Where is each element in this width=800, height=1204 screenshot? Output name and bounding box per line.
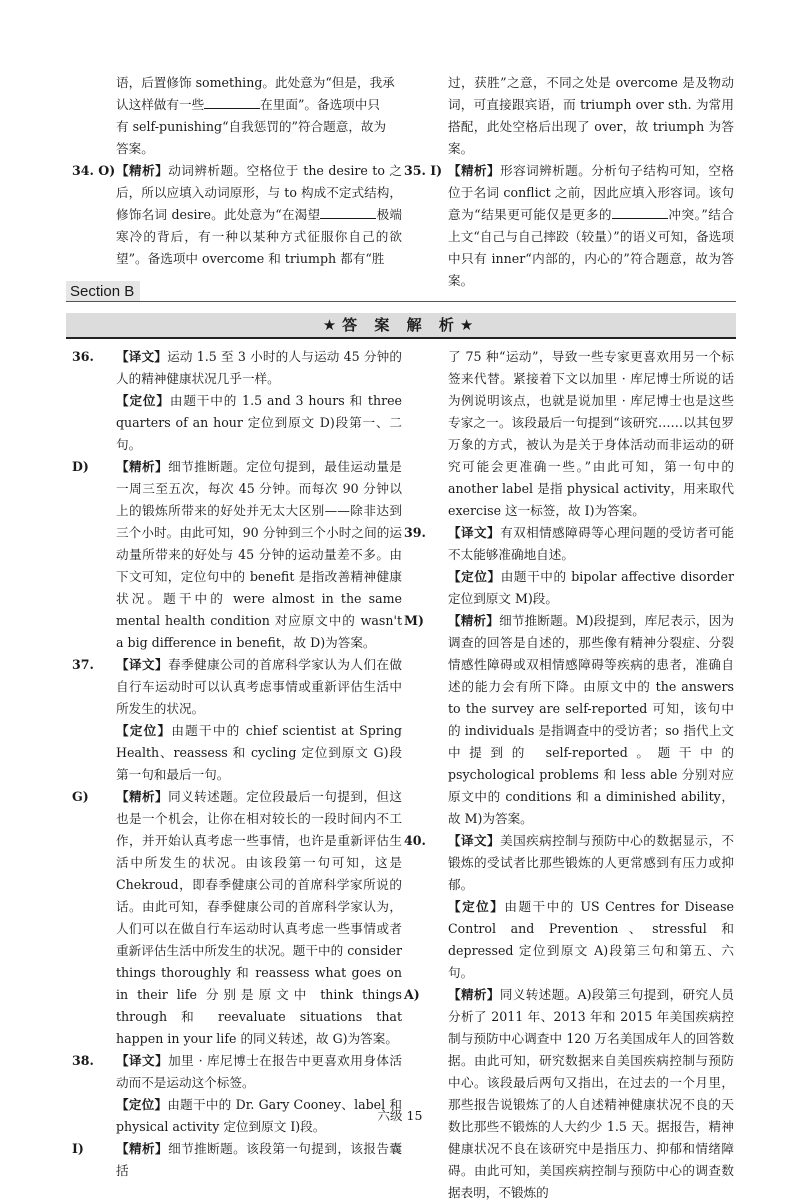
tag-label: 【精析】	[116, 163, 169, 178]
analysis-entry	[404, 346, 734, 522]
item-text: 同义转述题。定位段最后一句提到，但这也是一个机会，让你在相对较长的一段时间内不工作，并开始认真考虑一些事情，也许是重新评估生活中所发生的状况。由该段第一句可知，这是 Chekroud，即春季健康公司的首席科学家所说的话。由此可知，春季健康公司的首席科学家认为，人们可以在做自行车运动时认真考虑一些事情或者重新评估生活中所发生的状况。题干中的 consider things thoroughly 和 reassess what goes on in their life 分别是原文中 think things through 和 reevaluate situations that happen in your life 的同义转述，故 G)为答案。	[116, 789, 403, 1046]
item-text: 动词辨析题。空格位于 the desire to 之后，所以应填入动词原形，与 to 构成不定式结构，修饰名词 desire。此处意为“在渴望	[116, 163, 403, 222]
analysis-entry	[72, 346, 402, 390]
item-number	[72, 720, 116, 786]
item-text: 美国疾病控制与预防中心的数据显示，不锻炼的受试者比那些锻炼的人更常感到有压力或抑郁。	[448, 833, 735, 892]
item-number: 39.	[404, 525, 426, 540]
analysis-entry	[404, 610, 734, 830]
tag-label: 【定位】	[448, 899, 505, 914]
analysis-entry	[72, 1050, 402, 1094]
answer-item-34	[72, 160, 402, 270]
tag-label: 【定位】	[116, 1097, 168, 1112]
cont-line-2: 认这样做有一些	[116, 97, 205, 112]
tag-label: 【定位】	[448, 569, 501, 584]
analysis-entry	[72, 720, 402, 786]
analysis-entry	[404, 566, 734, 610]
tag-label: 【精析】	[116, 459, 169, 474]
analysis-entry	[404, 896, 734, 984]
item-text: 同义转述题。A)段第三句提到，研究人员分析了 2011 年、2013 年和 2015 年美国疾病控制与预防中心调查中 120 万名美国成年人的回答数据。由此可知，研究数据来自美国疾病控制与预防中心。该段最后两句又指出，在过去的一个月里，那些报告说锻炼了的人自述精神健康状况不良的天数比那些不锻炼的人大约少 1.5 天。据报告，精神健康状况不良在该研究中是指压力、抑郁和情绪障碍。由此可知，美国疾病控制与预防中心的调查数据表明，不锻炼的	[448, 987, 734, 1200]
tag-label: 【精析】	[448, 613, 500, 628]
item-text: 由题干中的 chief scientist at Spring Health、reassess 和 cycling 定位到原文 G)段第一句和最后一句。	[116, 723, 402, 782]
tag-label: 【精析】	[448, 987, 500, 1002]
answer-analysis-banner: ★答 案 解 析★	[66, 313, 736, 339]
analysis-entry	[72, 654, 402, 720]
item-text: 运动 1.5 至 3 小时的人与运动 45 分钟的人的精神健康状况几乎一样。	[116, 349, 403, 386]
item-text: 由题干中的 US Centres for Disease Control and Prevention、stressful 和 depressed 定位到原文 A)段第三句和第五、六句。	[448, 899, 735, 980]
answer-blank	[612, 206, 668, 219]
section-label: Section B	[66, 281, 140, 301]
item-text: 春季健康公司的首席科学家认为人们在做自行车运动时可以认真考虑事情或重新评估生活中所发生的状况。	[116, 657, 403, 716]
item-number: 38.	[72, 1053, 94, 1068]
item-number: 37.	[72, 657, 94, 672]
analysis-right-column	[404, 346, 734, 1204]
item-text: 加里 · 库尼博士在报告中更喜欢用身体活动而不是运动这个标签。	[116, 1053, 402, 1090]
item-number: A)	[404, 987, 420, 1002]
analysis-left-column	[72, 346, 402, 1182]
item-number	[404, 896, 448, 984]
item-text: 细节推断题。定位句提到，最佳运动量是一周三至五次，每次 45 分钟。而每次 90 分钟以上的锻炼所带来的好处并无太大区别——除非达到三个小时。由此可知，90 分钟到三个小时之间的运动量所带来的好处与 45 分钟的运动量差不多。由下文可知，定位句中的 benefit 是指改善精神健康状况。题干中的 were almost in the same mental health condition 对应原文中的 wasn't a big difference in benefit，故 D)为答案。	[116, 459, 403, 650]
item-number	[72, 390, 116, 456]
cont-line-3: 在里面”。备选项中只	[260, 97, 380, 112]
item-text: 由题干中的 bipolar affective disorder 定位到原文 M)段。	[448, 569, 735, 606]
section-header	[66, 281, 736, 302]
analysis-entry	[404, 984, 734, 1204]
item-text-2: 冲突。”结合上文“自己与自己摔跤（较量）”的语义可知，备选项中只有 inner“内部的，内心的”符合题意，故为答案。	[448, 207, 734, 288]
tag-label: 【精析】	[116, 789, 169, 804]
item-text-2: 极端寒冷的背后，有一种以某种方式征服你自己的欲望”。备选项中 overcome 和 triumph 都有“胜	[116, 207, 403, 266]
analysis-entry	[404, 830, 734, 896]
tag-label: 【译文】	[448, 833, 501, 848]
analysis-entry	[72, 456, 402, 654]
item-number	[404, 346, 448, 522]
answer-blank	[320, 206, 376, 219]
item-text: 由题干中的 Dr. Gary Cooney、label 和 physical activity 定位到原文 I)段。	[116, 1097, 402, 1134]
cont-line-1: 语，后置修饰 something。此处意为“但是，我承	[116, 75, 395, 90]
item-text: 有双相情感障碍等心理问题的受访者可能不太能够准确地自述。	[448, 525, 735, 562]
item-text: 细节推断题。该段第一句提到，该报告囊括	[116, 1141, 403, 1178]
item-text: 了 75 种“运动”，导致一些专家更喜欢用另一个标签来代替。紧接着下文以加里 · 库尼博士所说的话为例说明该点，也就是说加里 · 库尼博士也是这些专家之一。该段最后一句提到“该研究……以其包罗万象的方式，被认为是关于身体活动而非运动的研究可能会更准确一些。”由此可知，第一句中的 another label 是指 physical activity，用来取代 exercise 这一标签，故 I)为答案。	[448, 349, 734, 518]
analysis-entry	[72, 1138, 402, 1182]
prev-item-continuation: 过，获胜”之意，不同之处是 overcome 是及物动词，可直接跟宾语，而 triumph over sth. 为常用搭配，此处空格后出现了 over，故 triumph 为答案。	[448, 75, 734, 156]
item-number: M)	[404, 613, 424, 628]
tag-label: 【译文】	[116, 349, 168, 364]
prev-item-continuation	[72, 72, 402, 160]
tag-label: 【精析】	[116, 1141, 169, 1156]
top-right-column	[404, 72, 734, 292]
item-number: 34. O)	[72, 163, 116, 178]
analysis-entry	[72, 390, 402, 456]
item-text: 细节推断题。M)段提到，库尼表示，因为调查的回答是自述的，那些像有精神分裂症、分裂情感性障碍或双相情感障碍等疾病的患者，准确自述的能力会有所下降。由原文中的 the answers to the survey are self-reported 可知，该句中的 individuals 是指调查中的受访者；so 指代上文中提到的 self-reported。题干中的 psychological problems 和 less able 分别对应原文中的 conditions 和 a diminished ability，故 M)为答案。	[448, 613, 735, 826]
tag-label: 【精析】	[448, 163, 501, 178]
item-number: D)	[72, 459, 89, 474]
item-number: 40.	[404, 833, 426, 848]
item-text: 形容词辨析题。分析句子结构可知，空格位于名词 conflict 之前，因此应填入形容词。该句意为“结果更可能仅是更多的	[448, 163, 735, 222]
tag-label: 【译文】	[116, 657, 169, 672]
cont-line-4: 有 self-punishing“自我惩罚的”符合题意，故为	[116, 119, 387, 134]
tag-label: 【定位】	[116, 393, 170, 408]
answer-item-35	[404, 160, 734, 292]
cont-line-5: 答案。	[116, 141, 154, 156]
tag-label: 【译文】	[448, 525, 501, 540]
item-text: 由题干中的 1.5 and 3 hours 和 three quarters of an hour 定位到原文 D)段第一、二句。	[116, 393, 402, 452]
tag-label: 【译文】	[116, 1053, 169, 1068]
page-footer: 六级 15	[377, 1108, 423, 1123]
tag-label: 【定位】	[116, 723, 172, 738]
item-number: G)	[72, 789, 89, 804]
item-number: 35. I)	[404, 163, 443, 178]
item-number	[404, 566, 448, 610]
item-number: 36.	[72, 349, 94, 364]
analysis-entry	[72, 786, 402, 1050]
item-number: I)	[72, 1141, 84, 1156]
analysis-entry	[404, 522, 734, 566]
answer-blank	[204, 96, 260, 109]
top-left-column	[72, 72, 402, 270]
